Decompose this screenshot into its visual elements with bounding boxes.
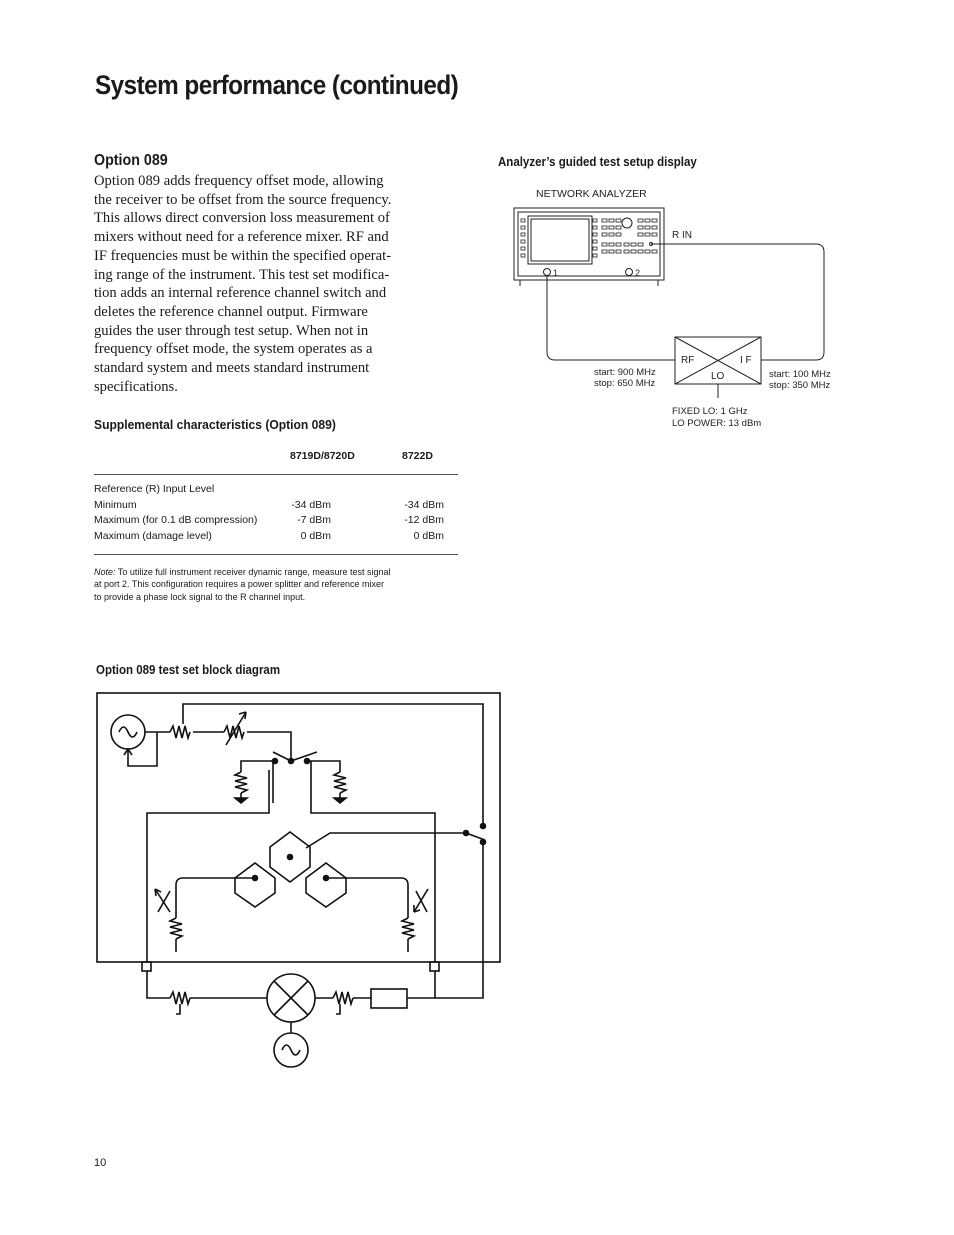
termination-resistor-icon [235, 772, 247, 793]
note-line: To utilize full instrument receiver dynamic range, measure test signal [115, 567, 391, 577]
page-title: System performance (continued) [95, 70, 459, 100]
port2-connector [430, 962, 439, 971]
body-line: deletes the reference channel output. Firmware [94, 303, 368, 320]
option-heading: Option 089 [94, 152, 168, 169]
mixer-rf-label: RF [681, 355, 695, 366]
value-8722d: 0 dBm [413, 530, 444, 543]
block-diagram-heading: Option 089 test set block diagram [96, 663, 281, 677]
port2-label: 2 [635, 268, 641, 278]
value-8719d-8720d: 0 dBm [300, 530, 331, 543]
if-stop-label: stop: 350 MHz [769, 380, 831, 391]
lo-power-label: LO POWER: 13 dBm [672, 418, 762, 429]
port1-label: 1 [553, 268, 559, 278]
coupler-termination-icon [402, 918, 414, 939]
fixed-lo-label: FIXED LO: 1 GHz [672, 406, 748, 417]
value-8719d-8720d: -34 dBm [291, 498, 331, 511]
body-line: guides the user through test setup. When not in [94, 322, 369, 339]
value-8722d: -34 dBm [404, 498, 444, 511]
mixer-if-label: I F [740, 355, 752, 366]
body-line: frequency offset mode, the system operates as a [94, 341, 373, 358]
if-start-label: start: 100 MHz [769, 369, 831, 380]
analyzer-label: NETWORK ANALYZER [536, 188, 647, 200]
ground-icon [235, 798, 247, 803]
mixer-lo-label: LO [711, 371, 725, 382]
value-8722d: -12 dBm [404, 514, 444, 527]
pad-resistor-icon [333, 992, 353, 1004]
body-line: ing range of the instrument. This test set modifica- [94, 266, 390, 283]
note-line: to provide a phase lock signal to the R channel input. [94, 591, 306, 602]
note-label: Note: [94, 567, 116, 577]
row-label: Maximum (damage level) [94, 530, 212, 543]
guided-setup-heading: Analyzer’s guided test setup display [498, 155, 697, 169]
rf-start-label: start: 900 MHz [594, 367, 656, 378]
sampler-a-icon [235, 863, 275, 907]
body-line: tion adds an internal reference channel switch and [94, 285, 387, 302]
note-line: at port 2. This configuration requires a power splitter and reference mixer [94, 579, 384, 590]
page-number: 10 [94, 1157, 107, 1169]
body-line: IF frequencies must be within the specified operat- [94, 247, 392, 264]
termination-resistor-icon [334, 772, 346, 793]
column-header-8719d-8720d: 8719D/8720D [290, 450, 355, 462]
filter-icon [371, 989, 407, 1008]
body-line: mixers without need for a reference mixer. RF and [94, 229, 389, 246]
body-line: standard system and meets standard instrument [94, 360, 370, 377]
sampler-b-icon [306, 863, 346, 907]
row-label: Minimum [94, 498, 137, 511]
attenuator-arrow-icon [155, 889, 170, 912]
r-in-label: R IN [672, 230, 692, 241]
rf-stop-label: stop: 650 MHz [594, 378, 656, 389]
ground-icon [334, 798, 346, 803]
body-line: This allows direct conversion loss measurement of [94, 210, 390, 227]
coupler-termination-icon [170, 918, 182, 939]
body-line: Option 089 adds frequency offset mode, allowing [94, 173, 384, 189]
row-label: Maximum (for 0.1 dB compression) [94, 514, 258, 527]
body-line: specifications. [94, 378, 178, 395]
sine-wave-icon [119, 727, 137, 737]
resistor-icon [170, 726, 190, 738]
row-label: Reference (R) Input Level [94, 483, 215, 495]
value-8719d-8720d: -7 dBm [297, 514, 331, 527]
body-line: the receiver to be offset from the source frequency. [94, 191, 392, 208]
sine-wave-icon [282, 1045, 300, 1055]
pad-resistor-icon [170, 992, 190, 1004]
column-header-8722d: 8722D [402, 450, 433, 462]
port1-connector [142, 962, 151, 971]
supplemental-heading: Supplemental characteristics (Option 089) [94, 417, 336, 432]
